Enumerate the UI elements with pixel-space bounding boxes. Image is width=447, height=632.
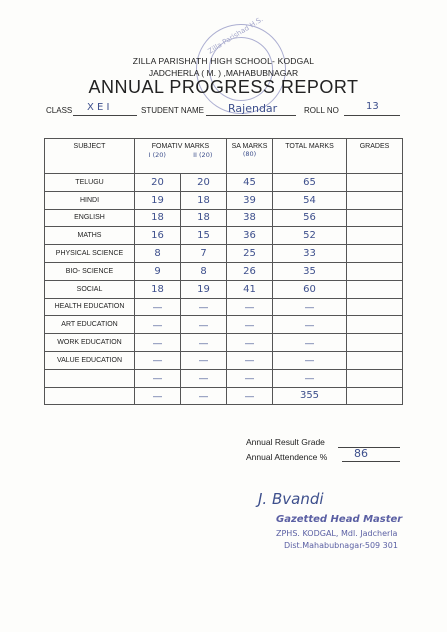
grades-header: GRADES — [347, 139, 403, 174]
subject-cell: HEALTH EDUCATION — [45, 298, 135, 316]
grade-cell — [347, 351, 403, 369]
subject-cell: WORK EDUCATION — [45, 334, 135, 352]
attendance-value: 86 — [354, 447, 368, 460]
total-cell: — — [273, 351, 347, 369]
total-cell: 52 — [273, 227, 347, 245]
total-header: TOTAL MARKS — [273, 139, 347, 174]
school-name: ZILLA PARISHATH HIGH SCHOOL- KODGAL — [132, 56, 315, 66]
roll-no-field — [344, 101, 400, 116]
class-value: X E I — [87, 102, 110, 113]
formative-2-cell: 20 — [181, 174, 227, 192]
grade-cell — [347, 262, 403, 280]
total-cell: 54 — [273, 191, 347, 209]
marks-table — [44, 138, 403, 405]
formative-1-cell: — — [135, 351, 181, 369]
total-cell: — — [273, 369, 347, 387]
formative-1-cell: — — [135, 298, 181, 316]
sa-header: SA MARKS (80) — [227, 139, 273, 174]
grade-cell — [347, 298, 403, 316]
attendance-label: Annual Attendence % — [246, 452, 328, 462]
formative-2-cell: — — [181, 351, 227, 369]
grade-cell — [347, 280, 403, 298]
formative-2-cell: 7 — [181, 245, 227, 263]
table-row — [45, 316, 403, 334]
table-row — [45, 209, 403, 227]
student-name-label: STUDENT NAME — [141, 106, 204, 115]
formative-2-cell: 8 — [181, 262, 227, 280]
table-row — [45, 387, 403, 405]
sa-cell: — — [227, 351, 273, 369]
subject-cell: HINDI — [45, 191, 135, 209]
subject-header: SUBJECT — [45, 139, 135, 174]
total-cell: 35 — [273, 262, 347, 280]
sa-cell: — — [227, 334, 273, 352]
formative-2-cell: 19 — [181, 280, 227, 298]
total-cell: — — [273, 298, 347, 316]
table-row — [45, 227, 403, 245]
grade-cell — [347, 174, 403, 192]
total-cell: 65 — [273, 174, 347, 192]
table-row — [45, 298, 403, 316]
formative-1-cell: 9 — [135, 262, 181, 280]
formative-1-cell: — — [135, 387, 181, 405]
sa-cell: 45 — [227, 174, 273, 192]
student-name-field — [206, 104, 296, 116]
sa-cell: — — [227, 298, 273, 316]
grade-cell — [347, 334, 403, 352]
roll-no-label: ROLL NO — [304, 106, 339, 115]
subject-cell: SOCIAL — [45, 280, 135, 298]
subject-cell: BIO- SCIENCE — [45, 262, 135, 280]
grade-cell — [347, 316, 403, 334]
grade-cell — [347, 191, 403, 209]
total-cell: — — [273, 316, 347, 334]
grade-cell — [347, 227, 403, 245]
subject-cell: TELUGU — [45, 174, 135, 192]
formative-2-cell: 15 — [181, 227, 227, 245]
formative-1-cell: 18 — [135, 209, 181, 227]
school-seal-text: Zilla Parishad H.S. — [206, 15, 265, 56]
sa-cell: 39 — [227, 191, 273, 209]
table-row — [45, 245, 403, 263]
formative-1-header: I (20) — [148, 151, 166, 159]
sa-cell: 25 — [227, 245, 273, 263]
total-cell: 355 — [273, 387, 347, 405]
formative-2-cell: — — [181, 387, 227, 405]
subject-cell: MATHS — [45, 227, 135, 245]
grade-cell — [347, 245, 403, 263]
formative-header: FOMATIV MARKS I (20) II (20) — [135, 139, 227, 174]
sa-cell: 38 — [227, 209, 273, 227]
class-label: CLASS — [46, 106, 73, 115]
sa-cell: — — [227, 369, 273, 387]
grade-cell — [347, 209, 403, 227]
formative-1-cell: 18 — [135, 280, 181, 298]
formative-2-cell: — — [181, 369, 227, 387]
formative-2-cell: 18 — [181, 209, 227, 227]
sa-cell: — — [227, 316, 273, 334]
roll-no-value: 13 — [366, 101, 379, 112]
table-row — [45, 191, 403, 209]
formative-1-cell: — — [135, 334, 181, 352]
table-row — [45, 369, 403, 387]
report-title: ANNUAL PROGRESS REPORT — [88, 77, 359, 97]
attendance-field — [342, 447, 400, 462]
result-grade-label: Annual Result Grade — [246, 437, 325, 447]
formative-1-cell: 20 — [135, 174, 181, 192]
school-location: JADCHERLA ( M. ) ,MAHABUBNAGAR — [148, 68, 299, 78]
sa-cell: 36 — [227, 227, 273, 245]
subject-cell: PHYSICAL SCIENCE — [45, 245, 135, 263]
sa-cell: 26 — [227, 262, 273, 280]
grade-cell — [347, 369, 403, 387]
formative-1-cell: 16 — [135, 227, 181, 245]
student-name-value: Rajendar — [228, 102, 278, 115]
total-cell: — — [273, 334, 347, 352]
stamp-address: ZPHS. KODGAL, Mdl. Jadcherla — [276, 529, 398, 538]
formative-1-cell: 8 — [135, 245, 181, 263]
grade-cell — [347, 387, 403, 405]
stamp-title: Gazetted Head Master — [276, 514, 403, 525]
formative-1-cell: — — [135, 369, 181, 387]
total-cell: 56 — [273, 209, 347, 227]
formative-1-cell: — — [135, 316, 181, 334]
table-row — [45, 262, 403, 280]
subject-cell: VALUE EDUCATION — [45, 351, 135, 369]
subject-cell — [45, 387, 135, 405]
formative-2-cell: 18 — [181, 191, 227, 209]
formative-2-cell: — — [181, 334, 227, 352]
subject-cell — [45, 369, 135, 387]
sa-cell: — — [227, 387, 273, 405]
table-row — [45, 334, 403, 352]
table-row — [45, 351, 403, 369]
sa-sub-header: (80) — [242, 150, 257, 158]
total-cell: 33 — [273, 245, 347, 263]
table-row — [45, 280, 403, 298]
total-cell: 60 — [273, 280, 347, 298]
table-header-row — [45, 139, 403, 174]
formative-2-cell: — — [181, 316, 227, 334]
formative-1-cell: 19 — [135, 191, 181, 209]
result-grade-field — [338, 436, 400, 448]
formative-2-header: II (20) — [193, 151, 213, 159]
stamp-district: Dist.Mahabubnagar-509 301 — [284, 541, 398, 550]
class-field — [73, 104, 137, 116]
head-master-signature: J. Bvandi — [258, 490, 324, 508]
table-row — [45, 174, 403, 192]
formative-2-cell: — — [181, 298, 227, 316]
subject-cell: ART EDUCATION — [45, 316, 135, 334]
subject-cell: ENGLISH — [45, 209, 135, 227]
sa-cell: 41 — [227, 280, 273, 298]
